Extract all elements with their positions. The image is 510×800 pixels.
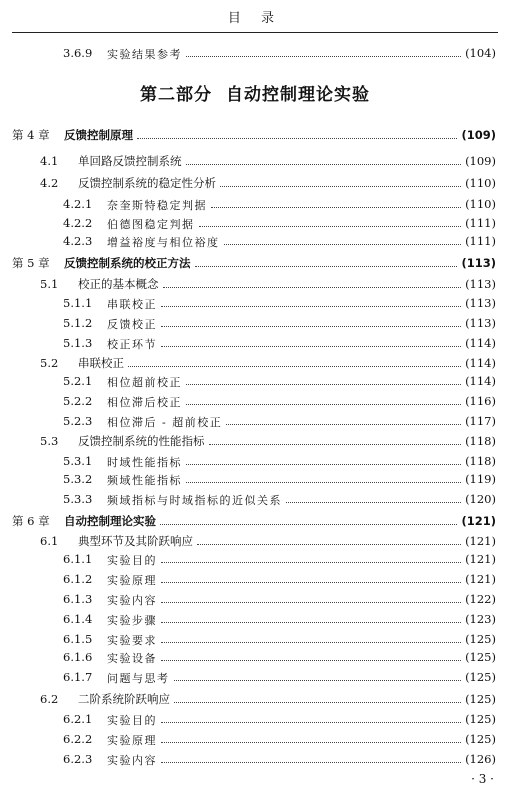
toc-entry-number: 6.2.2 — [63, 732, 93, 747]
toc-entry-page: (118) — [465, 454, 496, 469]
toc-entry-number: 6.1.2 — [63, 572, 93, 587]
leader-dots — [161, 622, 461, 623]
toc-entry-page: (113) — [465, 277, 496, 292]
toc-section-entry[interactable] — [40, 275, 496, 295]
leader-dots — [163, 287, 462, 288]
toc-entry-number: 5.3.1 — [63, 454, 93, 469]
part-label: 第二部分 — [140, 85, 212, 105]
toc-entry-number: 6.1 — [40, 534, 59, 549]
toc-entry-page: (121) — [465, 552, 496, 567]
toc-entry-title: 二阶系统阶跃响应 — [78, 692, 170, 707]
toc-entry-page: (114) — [465, 374, 496, 389]
leader-dots — [161, 326, 461, 327]
toc-entry-number: 5.2.2 — [63, 394, 93, 409]
toc-entry-number: 4.1 — [40, 154, 59, 169]
leader-dots — [161, 642, 461, 643]
leader-dots — [195, 266, 458, 267]
toc-entry-title: 典型环节及其阶跃响应 — [78, 534, 193, 549]
toc-subsection-entry[interactable] — [63, 470, 496, 490]
toc-entry-title: 实验内容 — [107, 593, 157, 607]
toc-subsection-entry[interactable] — [63, 570, 496, 590]
toc-section-entry[interactable] — [40, 152, 496, 172]
toc-section-entry[interactable] — [40, 690, 496, 710]
toc-entry-page: (113) — [461, 256, 496, 271]
toc-section-entry[interactable] — [40, 354, 496, 374]
toc-entry-number: 6.2.3 — [63, 752, 93, 767]
leader-dots — [186, 164, 462, 165]
leader-dots — [161, 762, 461, 763]
toc-section-entry[interactable] — [40, 174, 496, 194]
toc-entry-page: (113) — [465, 296, 496, 311]
toc-subsection-entry[interactable] — [63, 44, 496, 64]
toc-chapter-entry[interactable] — [12, 512, 496, 532]
leader-dots — [186, 482, 461, 483]
toc-entry-title: 相位超前校正 — [107, 375, 182, 389]
leader-dots — [199, 226, 462, 227]
leader-dots — [226, 424, 461, 425]
toc-entry-title: 实验内容 — [107, 753, 157, 767]
toc-entry-page: (117) — [465, 414, 496, 429]
leader-dots — [161, 722, 461, 723]
toc-entry-title: 反馈校正 — [107, 317, 157, 331]
toc-subsection-entry[interactable] — [63, 214, 496, 234]
leader-dots — [174, 702, 461, 703]
toc-entry-number: 6.1.6 — [63, 650, 93, 665]
toc-subsection-entry[interactable] — [63, 590, 496, 610]
leader-dots — [137, 138, 457, 139]
toc-entry-number: 3.6.9 — [63, 46, 93, 61]
leader-dots — [211, 207, 461, 208]
leader-dots — [160, 524, 457, 525]
toc-entry-number: 6.1.5 — [63, 632, 93, 647]
leader-dots — [128, 366, 461, 367]
toc-entry-page: (114) — [465, 336, 496, 351]
toc-entry-page: (110) — [465, 176, 496, 191]
toc-entry-title: 增益裕度与相位裕度 — [107, 235, 220, 249]
leader-dots — [161, 602, 461, 603]
toc-entry-title: 实验原理 — [107, 733, 157, 747]
toc-entry-title: 反馈控制系统的校正方法 — [64, 256, 191, 271]
toc-subsection-entry[interactable] — [63, 195, 496, 215]
toc-entry-page: (121) — [465, 572, 496, 587]
leader-dots — [209, 444, 462, 445]
toc-entry-title: 问题与思考 — [107, 671, 170, 685]
toc-entry-page: (109) — [465, 154, 496, 169]
toc-entry-number: 4.2 — [40, 176, 59, 191]
toc-entry-title: 实验结果参考 — [107, 47, 182, 61]
toc-subsection-entry[interactable] — [63, 232, 496, 252]
toc-section-entry[interactable] — [40, 532, 496, 552]
toc-entry-page: (121) — [461, 514, 496, 529]
toc-entry-number: 4.2.1 — [63, 197, 93, 212]
toc-entry-number: 5.1.3 — [63, 336, 93, 351]
toc-entry-title: 实验目的 — [107, 553, 157, 567]
toc-entry-page: (111) — [465, 216, 496, 231]
leader-dots — [186, 384, 461, 385]
leader-dots — [161, 660, 461, 661]
toc-subsection-entry[interactable] — [63, 392, 496, 412]
toc-entry-title: 相位滞后校正 — [107, 395, 182, 409]
toc-entry-number: 5.3 — [40, 434, 59, 449]
part-name: 自动控制理论实验 — [226, 85, 370, 105]
toc-entry-page: (111) — [465, 234, 496, 249]
toc-entry-number: 5.1.2 — [63, 316, 93, 331]
toc-entry-page: (109) — [461, 128, 496, 143]
leader-dots — [186, 56, 461, 57]
leader-dots — [174, 680, 462, 681]
toc-entry-page: (125) — [465, 650, 496, 665]
toc-entry-title: 串联校正 — [107, 297, 157, 311]
toc-entry-page: (122) — [465, 592, 496, 607]
toc-entry-title: 实验要求 — [107, 633, 157, 647]
leader-dots — [224, 244, 462, 245]
toc-entry-page: (126) — [465, 752, 496, 767]
toc-entry-number: 5.2.1 — [63, 374, 93, 389]
leader-dots — [161, 742, 461, 743]
toc-chapter-entry[interactable] — [12, 126, 496, 146]
toc-entry-number: 6.1.1 — [63, 552, 93, 567]
toc-entry-page: (120) — [465, 492, 496, 507]
toc-entry-number: 4.2.3 — [63, 234, 93, 249]
toc-subsection-entry[interactable] — [63, 372, 496, 392]
leader-dots — [186, 464, 461, 465]
toc-entry-page: (125) — [465, 632, 496, 647]
toc-entry-page: (125) — [465, 670, 496, 685]
page-number: · 3 · — [471, 772, 494, 786]
toc-entry-number: 5.3.2 — [63, 472, 93, 487]
leader-dots — [161, 306, 461, 307]
toc-entry-title: 频域性能指标 — [107, 473, 182, 487]
toc-subsection-entry[interactable] — [63, 668, 496, 688]
toc-entry-number: 6.1.7 — [63, 670, 93, 685]
toc-entry-title: 实验设备 — [107, 651, 157, 665]
toc-entry-page: (125) — [465, 692, 496, 707]
toc-entry-title: 单回路反馈控制系统 — [78, 154, 182, 169]
toc-entry-title: 校正的基本概念 — [78, 277, 159, 292]
toc-entry-title: 反馈控制原理 — [64, 128, 133, 143]
toc-entry-page: (125) — [465, 732, 496, 747]
toc-entry-title: 相位滞后 - 超前校正 — [107, 415, 223, 429]
toc-entry-page: (116) — [465, 394, 496, 409]
toc-subsection-entry[interactable] — [63, 334, 496, 354]
toc-subsection-entry[interactable] — [63, 452, 496, 472]
toc-subsection-entry[interactable] — [63, 710, 496, 730]
toc-entry-page: (118) — [465, 434, 496, 449]
toc-subsection-entry[interactable] — [63, 648, 496, 668]
leader-dots — [220, 186, 461, 187]
toc-subsection-entry[interactable] — [63, 314, 496, 334]
toc-entry-number: 6.1.3 — [63, 592, 93, 607]
toc-chapter-entry[interactable] — [12, 254, 496, 274]
toc-entry-number: 第 5 章 — [12, 256, 50, 271]
toc-entry-page: (113) — [465, 316, 496, 331]
toc-entry-page: (119) — [465, 472, 496, 487]
toc-entry-title: 频域指标与时域指标的近似关系 — [107, 493, 282, 507]
toc-entry-page: (123) — [465, 612, 496, 627]
leader-dots — [161, 562, 461, 563]
toc-entry-page: (104) — [465, 46, 496, 61]
toc-section-entry[interactable] — [40, 432, 496, 452]
toc-entry-number: 5.1.1 — [63, 296, 93, 311]
toc-entry-number: 第 4 章 — [12, 128, 50, 143]
page-header-title: 目 录 — [227, 11, 283, 26]
leader-dots — [286, 502, 461, 503]
toc-entry-title: 反馈控制系统的稳定性分析 — [78, 176, 216, 191]
toc-subsection-entry[interactable] — [63, 610, 496, 630]
leader-dots — [161, 582, 461, 583]
toc-entry-page: (125) — [465, 712, 496, 727]
toc-entry-number: 5.3.3 — [63, 492, 93, 507]
toc-entry-number: 5.2 — [40, 356, 59, 371]
toc-entry-title: 实验目的 — [107, 713, 157, 727]
toc-entry-page: (121) — [465, 534, 496, 549]
toc-entry-number: 6.1.4 — [63, 612, 93, 627]
toc-subsection-entry[interactable] — [63, 630, 496, 650]
toc-entry-title: 奈奎斯特稳定判据 — [107, 198, 207, 212]
toc-subsection-entry[interactable] — [63, 490, 496, 510]
toc-entry-number: 5.2.3 — [63, 414, 93, 429]
toc-entry-number: 4.2.2 — [63, 216, 93, 231]
toc-subsection-entry[interactable] — [63, 730, 496, 750]
toc-subsection-entry[interactable] — [63, 294, 496, 314]
toc-entry-title: 自动控制理论实验 — [64, 514, 156, 529]
toc-entry-title: 反馈控制系统的性能指标 — [78, 434, 205, 449]
leader-dots — [197, 544, 461, 545]
toc-entry-title: 伯德图稳定判据 — [107, 217, 195, 231]
toc-subsection-entry[interactable] — [63, 750, 496, 770]
toc-entry-title: 实验步骤 — [107, 613, 157, 627]
toc-entry-page: (110) — [465, 197, 496, 212]
toc-entry-number: 5.1 — [40, 277, 59, 292]
toc-entry-title: 实验原理 — [107, 573, 157, 587]
leader-dots — [161, 346, 461, 347]
toc-entry-title: 校正环节 — [107, 337, 157, 351]
toc-subsection-entry[interactable] — [63, 550, 496, 570]
leader-dots — [186, 404, 461, 405]
toc-entry-title: 时域性能指标 — [107, 455, 182, 469]
toc-entry-title: 串联校正 — [78, 356, 124, 371]
toc-subsection-entry[interactable] — [63, 412, 496, 432]
toc-entry-number: 6.2 — [40, 692, 59, 707]
toc-entry-number: 第 6 章 — [12, 514, 50, 529]
toc-entry-number: 6.2.1 — [63, 712, 93, 727]
toc-entry-page: (114) — [465, 356, 496, 371]
